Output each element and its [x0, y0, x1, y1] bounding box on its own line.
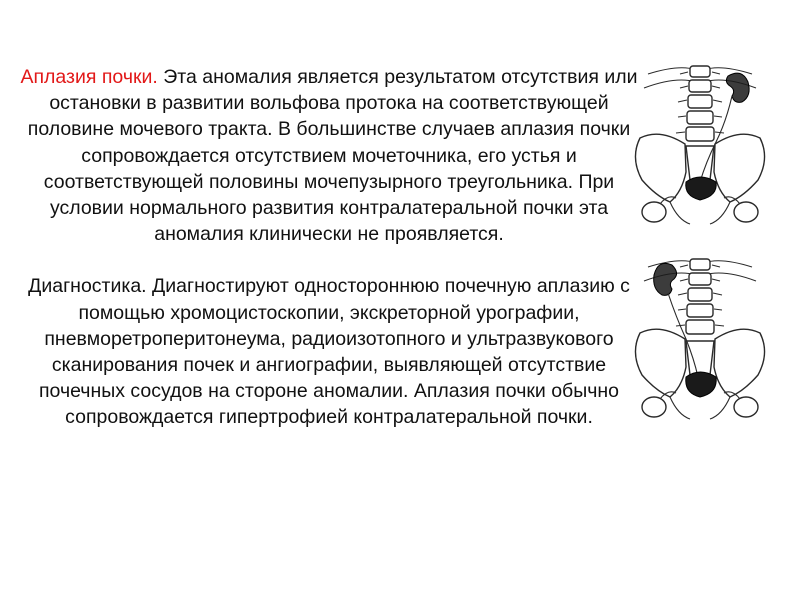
paragraph-diagnostics: Диагностика. Диагностируют одностороннюю почечную аплазию с помощью хромоцистоскопии, экскреторной урографии, пневморетроперитонеума, радиоизотопного и ультразвукового сканирования почек и ангиографии, выявляющей отсутствие почечных сосудов на стороне аномалии. Аплазия почки обычно сопровождается гипертрофией контралатеральной почки. [28, 275, 630, 429]
paragraph-body: Эта аномалия является результатом отсутствия или остановки в развитии вольфова протока на соответствующей половине мочевого тракта. В большинстве случаев аплазия почки сопровождается отсутствием мочеточника, его устья и соответствующей половины мочепузырного треугольника. При условии нормального развития контралатеральной почки эта аномалия клинически не проявляется. [27, 66, 638, 246]
paragraph-spacer [18, 247, 640, 273]
paragraph-aplasia [18, 64, 640, 247]
pelvis-kidney-right-icon [630, 62, 770, 234]
paragraph-lead: Аплазия почки. [20, 66, 158, 88]
pelvis-kidney-left-icon [630, 255, 770, 430]
text-block [18, 64, 640, 431]
